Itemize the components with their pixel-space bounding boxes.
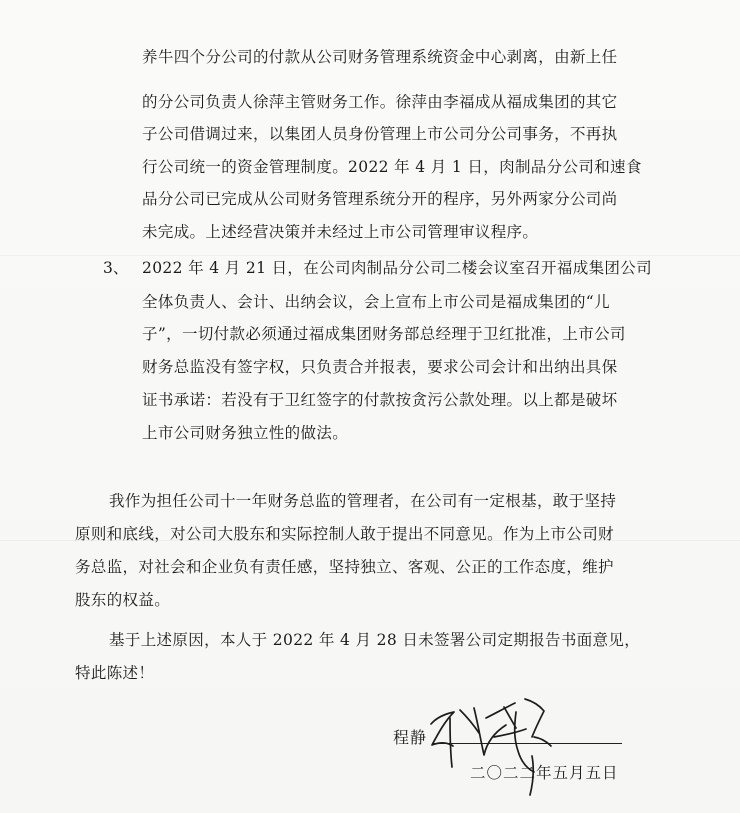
signer-name: 程静 [393, 728, 428, 747]
item3-line: 财务总监没有签字权，只负责合并报表，要求公司会计和出纳出具保 [142, 358, 618, 376]
item3-line: 子”，一切付款必须通过福成集团财务部总经理于卫红批准，上市公司 [142, 325, 626, 343]
item3-line: 证书承诺：若没有于卫红签字的付款按贪污公款处理。以上都是破坏 [142, 391, 618, 409]
handwritten-signature-image [422, 690, 562, 810]
item2-line: 子公司借调过来，以集团人员身份管理上市公司分公司事务，不再执 [142, 125, 618, 143]
paragraph-line: 特此陈述！ [75, 664, 155, 682]
paragraph-line: 务总监，对社会和企业负有责任感，坚持独立、客观、公正的工作态度，维护 [75, 558, 614, 576]
paragraph-line: 我作为担任公司十一年财务总监的管理者，在公司有一定根基，敢于坚持 [109, 492, 617, 510]
item2-line: 养牛四个分公司的付款从公司财务管理系统资金中心剥离，由新上任 [142, 48, 618, 66]
item3-line: 2022 年 4 月 21 日，在公司肉制品分公司二楼会议室召开福成集团公司 [142, 259, 652, 277]
paragraph-line: 股东的权益。 [75, 591, 171, 609]
signature-date: 二〇二二年五月五日 [470, 764, 619, 782]
item3-line: 全体负责人、会计、出纳会议，会上宣布上市公司是福成集团的“儿 [142, 293, 610, 311]
item2-line: 的分公司负责人徐萍主管财务工作。徐萍由李福成从福成集团的其它 [142, 93, 618, 111]
item3-number: 3、 [103, 259, 129, 277]
item2-line: 品分公司已完成从公司财务管理系统分开的程序，另外两家分公司尚 [142, 190, 618, 208]
item2-line: 行公司统一的资金管理制度。2022 年 4 月 1 日，肉制品分公司和速食 [142, 158, 642, 176]
paragraph-line: 原则和底线，对公司大股东和实际控制人敢于提出不同意见。作为上市公司财 [75, 525, 614, 543]
item3-line: 上市公司财务独立性的做法。 [142, 424, 349, 442]
paper-crease [0, 255, 740, 256]
item2-line: 未完成。上述经营决策并未经过上市公司管理审议程序。 [142, 223, 539, 241]
paragraph-line: 基于上述原因，本人于 2022 年 4 月 28 日未签署公司定期报告书面意见， [109, 631, 641, 649]
